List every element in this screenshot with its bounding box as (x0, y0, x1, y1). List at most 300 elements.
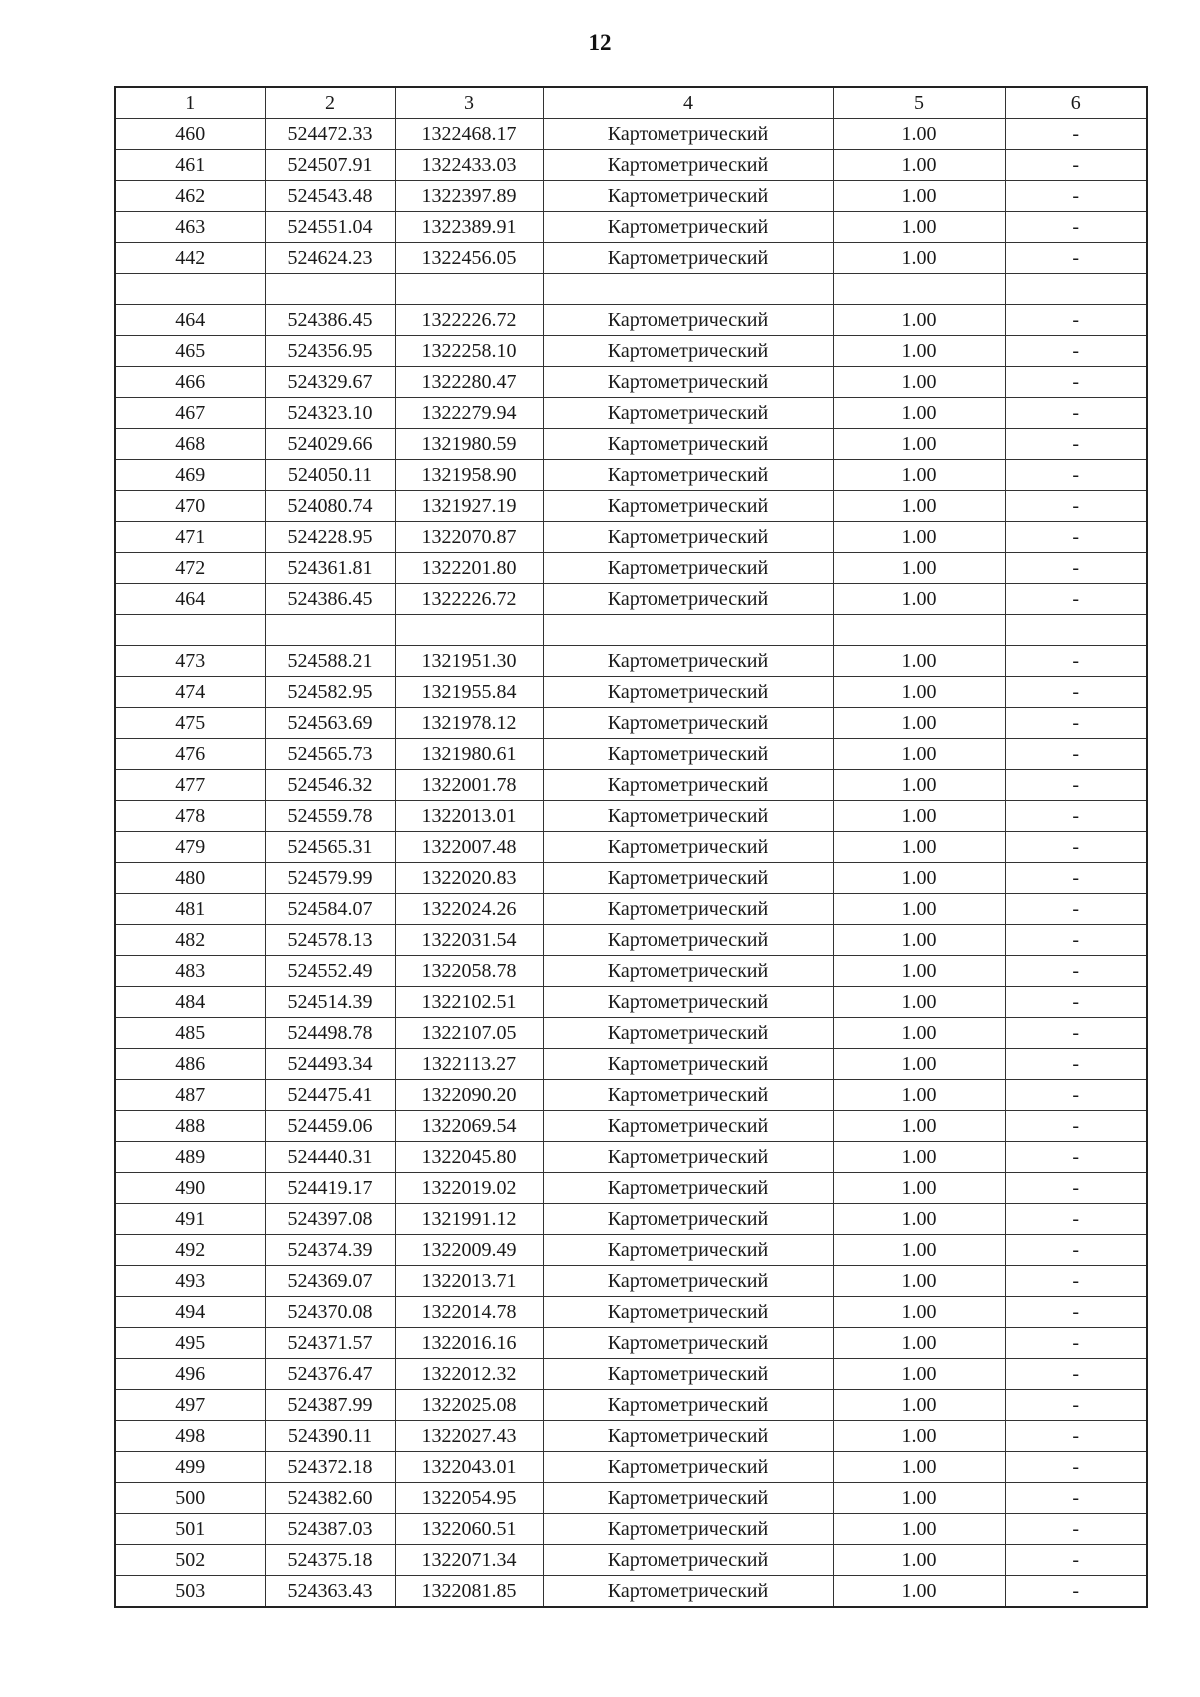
table-cell: 1321980.61 (395, 739, 543, 770)
page-number: 12 (588, 30, 612, 55)
table-cell: 1.00 (833, 1328, 1005, 1359)
table-cell: 1.00 (833, 863, 1005, 894)
table-cell: 1.00 (833, 1452, 1005, 1483)
table-cell: - (1005, 677, 1147, 708)
table-cell: Картометрический (543, 1049, 833, 1080)
table-cell: 1322013.71 (395, 1266, 543, 1297)
table-cell: Картометрический (543, 460, 833, 491)
table-cell: 524228.95 (265, 522, 395, 553)
table-cell: - (1005, 1483, 1147, 1514)
empty-cell (543, 274, 833, 305)
table-cell: - (1005, 1452, 1147, 1483)
table-cell: 1.00 (833, 1142, 1005, 1173)
table-cell: 1322007.48 (395, 832, 543, 863)
table-cell: - (1005, 708, 1147, 739)
table-cell: - (1005, 739, 1147, 770)
table-row (115, 987, 1147, 1018)
empty-cell (543, 615, 833, 646)
table-cell: 1322113.27 (395, 1049, 543, 1080)
column-header: 4 (543, 87, 833, 119)
table-cell: Картометрический (543, 1142, 833, 1173)
table-cell: 524565.73 (265, 739, 395, 770)
empty-cell (265, 615, 395, 646)
table-cell: 1.00 (833, 894, 1005, 925)
table-cell: Картометрический (543, 925, 833, 956)
table-cell: - (1005, 894, 1147, 925)
table-cell: 442 (115, 243, 265, 274)
table-cell: 1321951.30 (395, 646, 543, 677)
table-cell: 463 (115, 212, 265, 243)
table-cell: 1322090.20 (395, 1080, 543, 1111)
table-cell: 1322054.95 (395, 1483, 543, 1514)
table-cell: 524543.48 (265, 181, 395, 212)
table-cell: 1321991.12 (395, 1204, 543, 1235)
table-row (115, 367, 1147, 398)
table-cell: 524080.74 (265, 491, 395, 522)
table-cell: 485 (115, 1018, 265, 1049)
table-cell: Картометрический (543, 1266, 833, 1297)
table-cell: - (1005, 987, 1147, 1018)
table-cell: Картометрический (543, 429, 833, 460)
column-header: 3 (395, 87, 543, 119)
table-cell: 494 (115, 1297, 265, 1328)
table-cell: Картометрический (543, 522, 833, 553)
table-cell: 1322058.78 (395, 956, 543, 987)
table-cell: - (1005, 1266, 1147, 1297)
table-cell: Картометрический (543, 1080, 833, 1111)
table-cell: - (1005, 336, 1147, 367)
table-cell: 524387.03 (265, 1514, 395, 1545)
table-cell: - (1005, 429, 1147, 460)
table-cell: Картометрический (543, 398, 833, 429)
table-cell: - (1005, 1204, 1147, 1235)
table-row (115, 925, 1147, 956)
table-cell: 1.00 (833, 708, 1005, 739)
table-row (115, 336, 1147, 367)
table-cell: 1322280.47 (395, 367, 543, 398)
table-cell: 1322013.01 (395, 801, 543, 832)
empty-cell (395, 274, 543, 305)
table-cell: - (1005, 460, 1147, 491)
table-cell: 476 (115, 739, 265, 770)
table-cell: 524565.31 (265, 832, 395, 863)
table-cell: 524546.32 (265, 770, 395, 801)
table-cell: 524356.95 (265, 336, 395, 367)
table-row (115, 1111, 1147, 1142)
table-cell: Картометрический (543, 1111, 833, 1142)
table-cell: 1321958.90 (395, 460, 543, 491)
table-cell: 1.00 (833, 119, 1005, 150)
table-cell: 524507.91 (265, 150, 395, 181)
table-row (115, 460, 1147, 491)
table-cell: Картометрический (543, 1297, 833, 1328)
coordinates-table (114, 86, 1148, 1608)
table-cell: Картометрический (543, 1514, 833, 1545)
table-cell: 473 (115, 646, 265, 677)
table-cell: 497 (115, 1390, 265, 1421)
table-row (115, 119, 1147, 150)
table-cell: 1322069.54 (395, 1111, 543, 1142)
table-cell: Картометрический (543, 1390, 833, 1421)
table-cell: 1.00 (833, 553, 1005, 584)
table-cell: 524559.78 (265, 801, 395, 832)
table-row (115, 305, 1147, 336)
table-cell: 524579.99 (265, 863, 395, 894)
table-row (115, 1080, 1147, 1111)
empty-cell (395, 615, 543, 646)
table-cell: 472 (115, 553, 265, 584)
table-cell: - (1005, 1359, 1147, 1390)
table-row (115, 1204, 1147, 1235)
table-row (115, 1297, 1147, 1328)
table-row (115, 1235, 1147, 1266)
table-cell: Картометрический (543, 770, 833, 801)
table-cell: 1322012.32 (395, 1359, 543, 1390)
table-cell: 524369.07 (265, 1266, 395, 1297)
table-cell: 524376.47 (265, 1359, 395, 1390)
table-cell: Картометрический (543, 305, 833, 336)
table-cell: - (1005, 1576, 1147, 1608)
table-row (115, 708, 1147, 739)
table-cell: 1.00 (833, 1018, 1005, 1049)
table-cell: Картометрический (543, 987, 833, 1018)
table-cell: 1322279.94 (395, 398, 543, 429)
table-cell: 1.00 (833, 336, 1005, 367)
table-cell: 470 (115, 491, 265, 522)
table-cell: 499 (115, 1452, 265, 1483)
table-cell: 1.00 (833, 1049, 1005, 1080)
table-cell: Картометрический (543, 677, 833, 708)
table-cell: 524419.17 (265, 1173, 395, 1204)
table-cell: 1322081.85 (395, 1576, 543, 1608)
table-cell: 478 (115, 801, 265, 832)
table-cell: 524624.23 (265, 243, 395, 274)
table-cell: 1.00 (833, 1514, 1005, 1545)
table-cell: 1.00 (833, 522, 1005, 553)
table-cell: Картометрический (543, 739, 833, 770)
table-cell: 1322071.34 (395, 1545, 543, 1576)
table-cell: 1321927.19 (395, 491, 543, 522)
table-cell: 1.00 (833, 243, 1005, 274)
table-cell: 524588.21 (265, 646, 395, 677)
table-cell: 474 (115, 677, 265, 708)
table-cell: 1322456.05 (395, 243, 543, 274)
table-cell: 1.00 (833, 1545, 1005, 1576)
table-cell: 479 (115, 832, 265, 863)
table-row (115, 1421, 1147, 1452)
table-cell: 490 (115, 1173, 265, 1204)
table-cell: 1.00 (833, 212, 1005, 243)
table-cell: 524372.18 (265, 1452, 395, 1483)
table-cell: 1.00 (833, 646, 1005, 677)
table-cell: 495 (115, 1328, 265, 1359)
table-cell: 1.00 (833, 1080, 1005, 1111)
table-cell: 1.00 (833, 739, 1005, 770)
table-cell: - (1005, 1049, 1147, 1080)
table-cell: 1.00 (833, 305, 1005, 336)
table-cell: 524382.60 (265, 1483, 395, 1514)
empty-cell (265, 274, 395, 305)
table-row (115, 801, 1147, 832)
table-cell: 524329.67 (265, 367, 395, 398)
table-cell: 524387.99 (265, 1390, 395, 1421)
empty-cell (1005, 615, 1147, 646)
table-cell: 1.00 (833, 584, 1005, 615)
table-cell: 524323.10 (265, 398, 395, 429)
table-row (115, 491, 1147, 522)
table-cell: 524459.06 (265, 1111, 395, 1142)
table-cell: Картометрический (543, 553, 833, 584)
table-body (115, 119, 1147, 1608)
table-cell: 1321978.12 (395, 708, 543, 739)
table-cell: 1322433.03 (395, 150, 543, 181)
table-cell: 1.00 (833, 1173, 1005, 1204)
table-cell: 1322016.16 (395, 1328, 543, 1359)
table-cell: - (1005, 646, 1147, 677)
table-cell: 1322107.05 (395, 1018, 543, 1049)
table-cell: 1322258.10 (395, 336, 543, 367)
table-cell: 1322043.01 (395, 1452, 543, 1483)
table-cell: - (1005, 956, 1147, 987)
column-header: 2 (265, 87, 395, 119)
empty-cell (115, 615, 265, 646)
table-cell: - (1005, 1018, 1147, 1049)
table-cell: 461 (115, 150, 265, 181)
table-cell: Картометрический (543, 863, 833, 894)
table-cell: - (1005, 801, 1147, 832)
table-cell: - (1005, 1173, 1147, 1204)
table-cell: 524386.45 (265, 584, 395, 615)
table-cell: 1322025.08 (395, 1390, 543, 1421)
table-cell: 1.00 (833, 987, 1005, 1018)
table-cell: Картометрический (543, 708, 833, 739)
table-cell: - (1005, 305, 1147, 336)
table-cell: 524563.69 (265, 708, 395, 739)
table-cell: 469 (115, 460, 265, 491)
table-cell: 1.00 (833, 460, 1005, 491)
table-cell: - (1005, 770, 1147, 801)
table-cell: - (1005, 398, 1147, 429)
table-cell: 1.00 (833, 181, 1005, 212)
table-cell: 524397.08 (265, 1204, 395, 1235)
table-cell: 524472.33 (265, 119, 395, 150)
table-cell: 524363.43 (265, 1576, 395, 1608)
table-cell: 1322397.89 (395, 181, 543, 212)
table-cell: 1.00 (833, 1390, 1005, 1421)
table-cell: 1322031.54 (395, 925, 543, 956)
table-cell: 1.00 (833, 398, 1005, 429)
table-cell: 1322019.02 (395, 1173, 543, 1204)
table-row (115, 429, 1147, 460)
table-row (115, 522, 1147, 553)
table-cell: Картометрический (543, 1545, 833, 1576)
table-cell: - (1005, 584, 1147, 615)
table-cell: Картометрический (543, 894, 833, 925)
table-cell: Картометрический (543, 646, 833, 677)
table-cell: Картометрический (543, 801, 833, 832)
empty-cell (833, 615, 1005, 646)
table-row (115, 1483, 1147, 1514)
table-cell: 524551.04 (265, 212, 395, 243)
table-cell: 1.00 (833, 677, 1005, 708)
table-row (115, 1359, 1147, 1390)
table-cell: 1.00 (833, 1297, 1005, 1328)
table-cell: - (1005, 1328, 1147, 1359)
table-cell: 524578.13 (265, 925, 395, 956)
table-row (115, 553, 1147, 584)
table-cell: - (1005, 1390, 1147, 1421)
table-cell: 524390.11 (265, 1421, 395, 1452)
table-cell: Картометрический (543, 832, 833, 863)
table-cell: 1322102.51 (395, 987, 543, 1018)
table-cell: 502 (115, 1545, 265, 1576)
table-cell: 524375.18 (265, 1545, 395, 1576)
table-cell: 471 (115, 522, 265, 553)
table-cell: - (1005, 522, 1147, 553)
table-row (115, 739, 1147, 770)
table-cell: 500 (115, 1483, 265, 1514)
table-row (115, 398, 1147, 429)
table-row (115, 1545, 1147, 1576)
table-row (115, 243, 1147, 274)
table-cell: 1322001.78 (395, 770, 543, 801)
table-cell: 524374.39 (265, 1235, 395, 1266)
table-cell: 1321980.59 (395, 429, 543, 460)
table-cell: 1.00 (833, 1235, 1005, 1266)
table-cell: 1322468.17 (395, 119, 543, 150)
table-cell: 524370.08 (265, 1297, 395, 1328)
table-cell: - (1005, 1235, 1147, 1266)
table-cell: 493 (115, 1266, 265, 1297)
table-cell: 1321955.84 (395, 677, 543, 708)
table-row (115, 1576, 1147, 1608)
table-cell: 468 (115, 429, 265, 460)
empty-cell (833, 274, 1005, 305)
table-cell: 489 (115, 1142, 265, 1173)
table-cell: 483 (115, 956, 265, 987)
table-cell: 1.00 (833, 1576, 1005, 1608)
table-cell: Картометрический (543, 243, 833, 274)
table-cell: - (1005, 150, 1147, 181)
table-cell: 1.00 (833, 1111, 1005, 1142)
separator-row (115, 615, 1147, 646)
table-cell: - (1005, 1111, 1147, 1142)
table-cell: - (1005, 367, 1147, 398)
table-cell: 524498.78 (265, 1018, 395, 1049)
table-cell: 464 (115, 584, 265, 615)
table-cell: 1322226.72 (395, 305, 543, 336)
table-cell: 496 (115, 1359, 265, 1390)
table-row (115, 1142, 1147, 1173)
table-cell: 465 (115, 336, 265, 367)
table-cell: 1.00 (833, 925, 1005, 956)
table-row (115, 646, 1147, 677)
table-cell: Картометрический (543, 491, 833, 522)
table-cell: 1322027.43 (395, 1421, 543, 1452)
table-cell: 487 (115, 1080, 265, 1111)
table-cell: 1322389.91 (395, 212, 543, 243)
table-cell: 1322024.26 (395, 894, 543, 925)
table-cell: 1.00 (833, 956, 1005, 987)
table-cell: 524584.07 (265, 894, 395, 925)
table-cell: - (1005, 1080, 1147, 1111)
table-cell: - (1005, 1297, 1147, 1328)
table-cell: Картометрический (543, 1359, 833, 1390)
table-cell: 1.00 (833, 1421, 1005, 1452)
table-cell: 480 (115, 863, 265, 894)
table-cell: - (1005, 925, 1147, 956)
table-cell: Картометрический (543, 367, 833, 398)
table-row (115, 832, 1147, 863)
table-row (115, 1266, 1147, 1297)
table-cell: 524552.49 (265, 956, 395, 987)
table-cell: 503 (115, 1576, 265, 1608)
table-cell: 486 (115, 1049, 265, 1080)
table-cell: 482 (115, 925, 265, 956)
table-row (115, 1452, 1147, 1483)
table-cell: Картометрический (543, 119, 833, 150)
table-cell: 1322020.83 (395, 863, 543, 894)
table-row (115, 677, 1147, 708)
table-cell: - (1005, 863, 1147, 894)
table-cell: Картометрический (543, 1173, 833, 1204)
table-cell: Картометрический (543, 181, 833, 212)
table-cell: 1.00 (833, 1359, 1005, 1390)
table-row (115, 212, 1147, 243)
table-cell: 524029.66 (265, 429, 395, 460)
table-cell: - (1005, 212, 1147, 243)
table-cell: Картометрический (543, 1421, 833, 1452)
table-cell: 462 (115, 181, 265, 212)
column-header: 5 (833, 87, 1005, 119)
table-row (115, 150, 1147, 181)
table-cell: 477 (115, 770, 265, 801)
table-cell: 1322045.80 (395, 1142, 543, 1173)
table-cell: 1.00 (833, 801, 1005, 832)
table-cell: 488 (115, 1111, 265, 1142)
table-row (115, 1328, 1147, 1359)
table-cell: 524582.95 (265, 677, 395, 708)
table-cell: 524514.39 (265, 987, 395, 1018)
table-cell: 1.00 (833, 1266, 1005, 1297)
table-cell: Картометрический (543, 956, 833, 987)
table-row (115, 1049, 1147, 1080)
table-cell: - (1005, 243, 1147, 274)
column-header: 6 (1005, 87, 1147, 119)
table-cell: 1.00 (833, 770, 1005, 801)
table-cell: 492 (115, 1235, 265, 1266)
table-cell: 467 (115, 398, 265, 429)
table-cell: - (1005, 1545, 1147, 1576)
table-cell: 1322226.72 (395, 584, 543, 615)
table-row (115, 1018, 1147, 1049)
table-cell: - (1005, 491, 1147, 522)
table-cell: 1.00 (833, 1204, 1005, 1235)
table-cell: - (1005, 1421, 1147, 1452)
table-row (115, 584, 1147, 615)
separator-row (115, 274, 1147, 305)
table-cell: 498 (115, 1421, 265, 1452)
table-cell: Картометрический (543, 150, 833, 181)
table-cell: Картометрический (543, 1018, 833, 1049)
table-row (115, 770, 1147, 801)
table-cell: - (1005, 1514, 1147, 1545)
table-cell: 1.00 (833, 367, 1005, 398)
table-cell: 466 (115, 367, 265, 398)
table-row (115, 181, 1147, 212)
table-cell: - (1005, 181, 1147, 212)
table-row (115, 863, 1147, 894)
